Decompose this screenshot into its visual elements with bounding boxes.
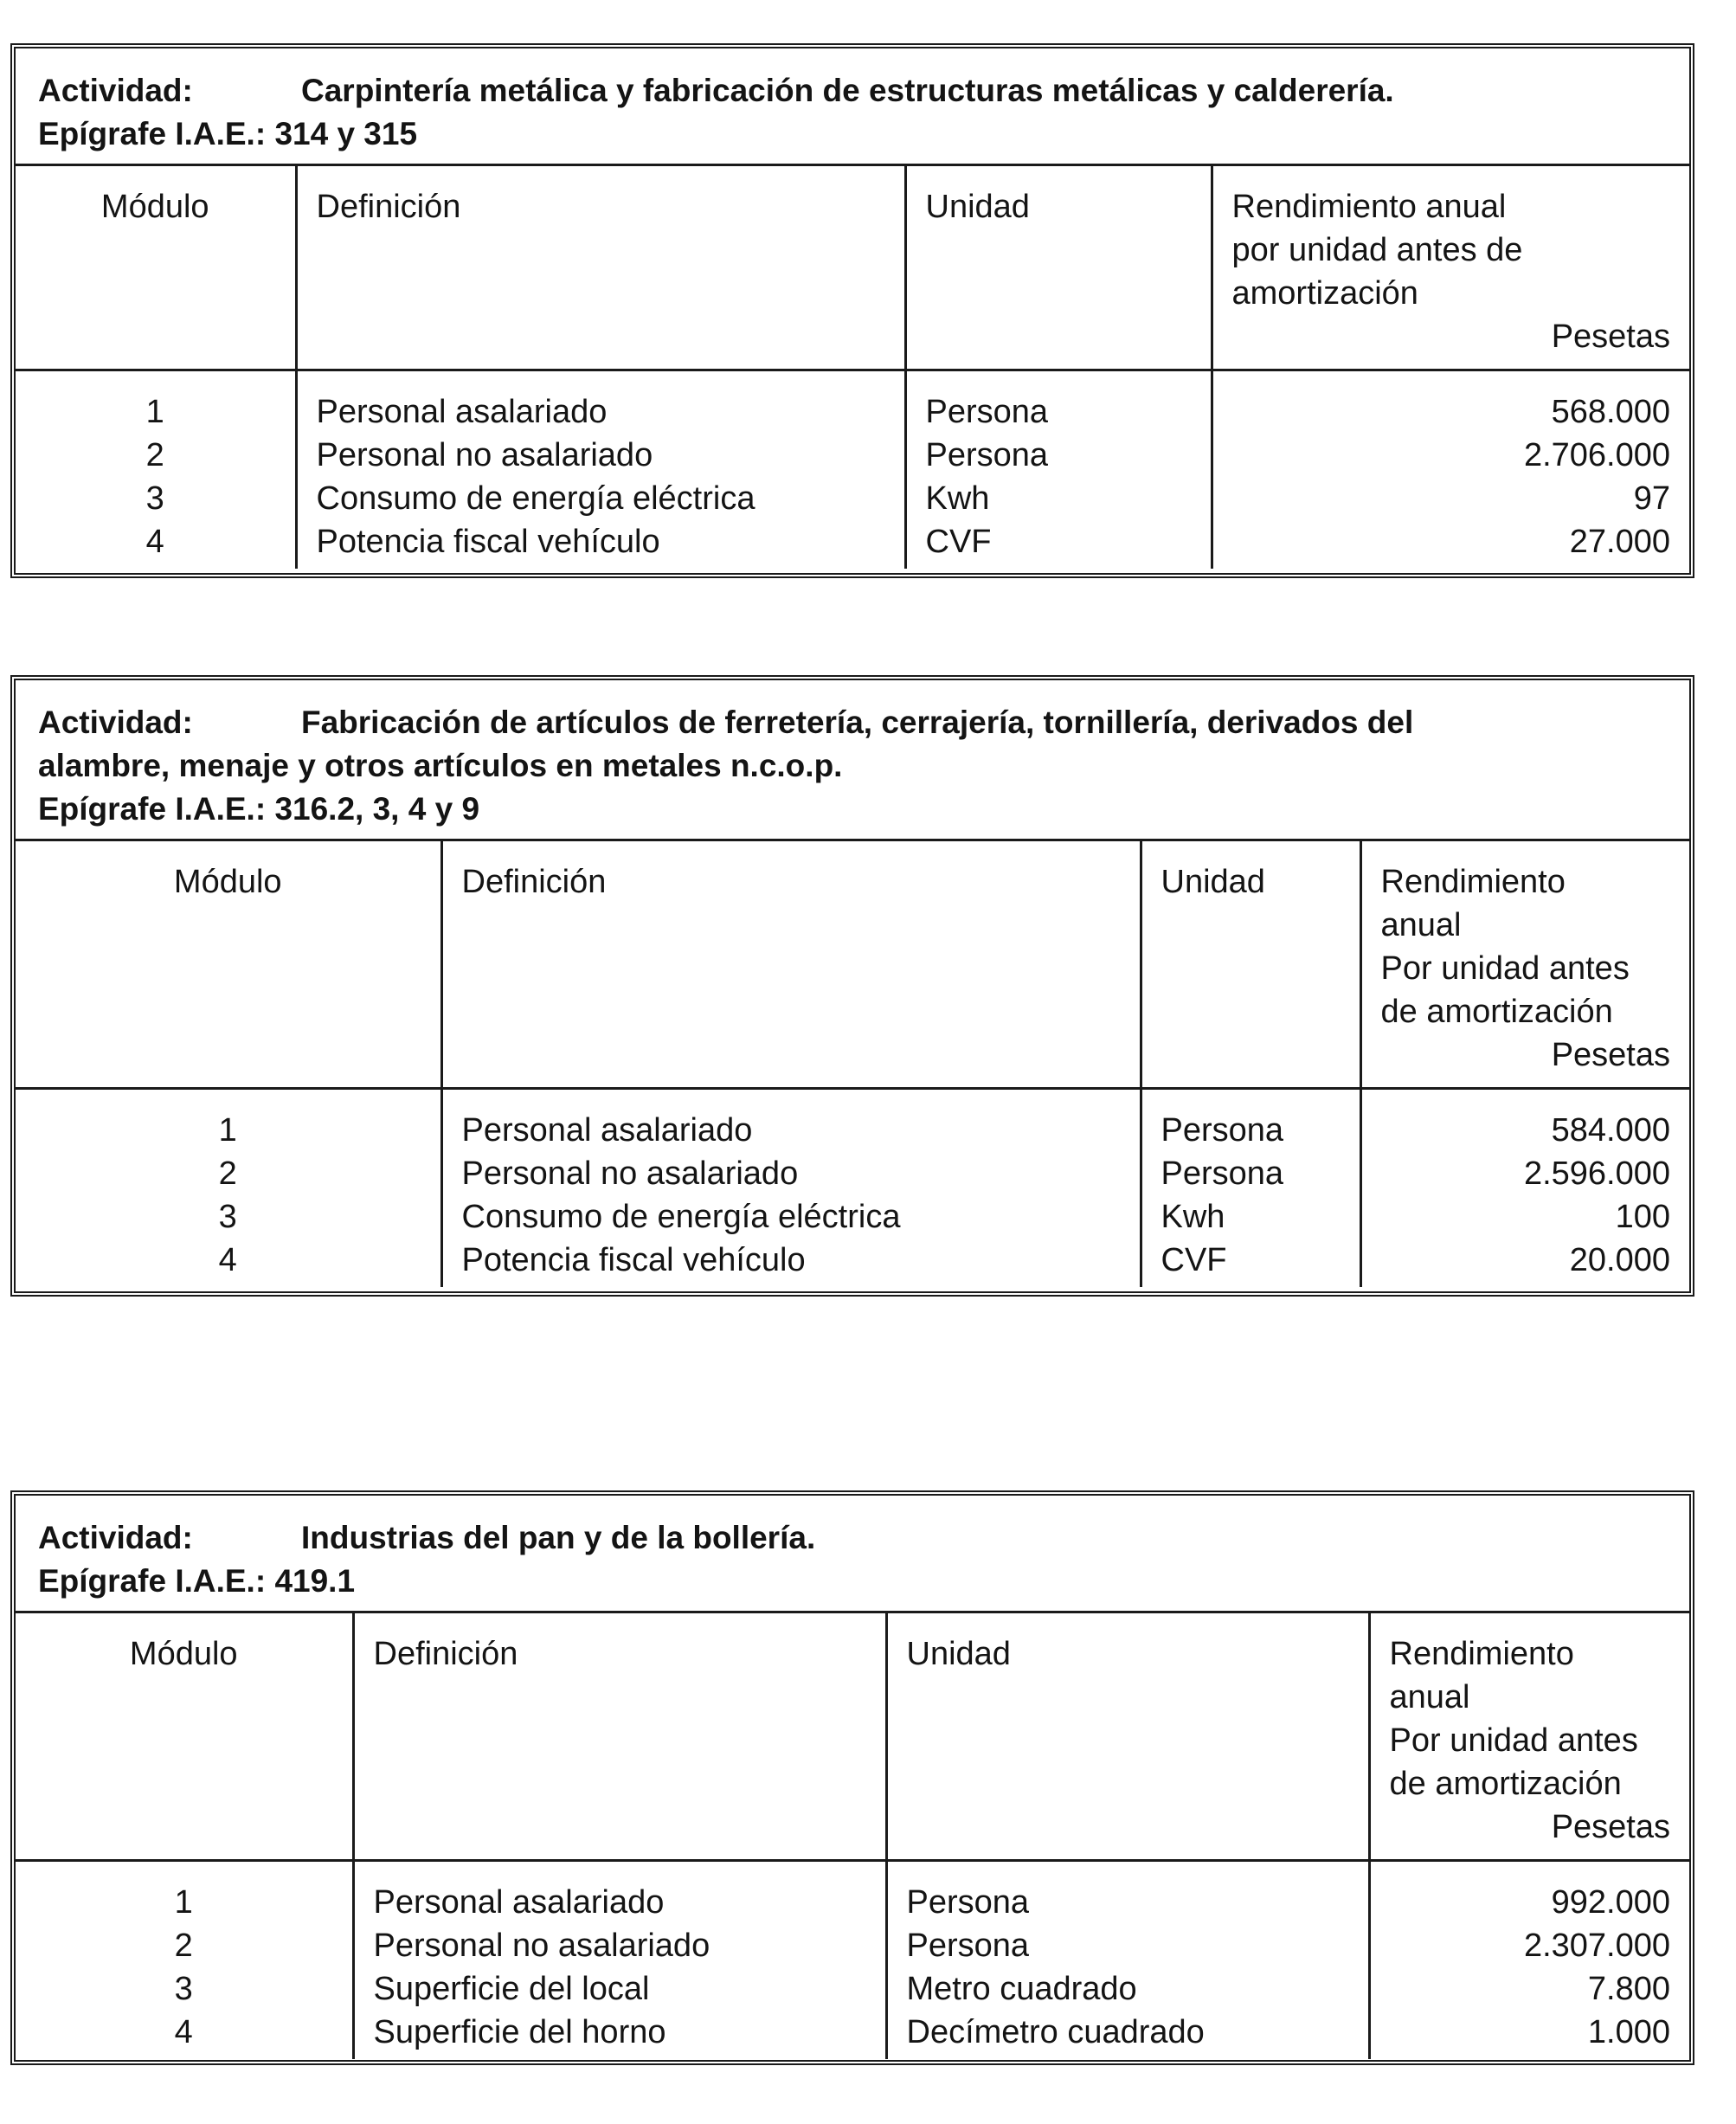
cell-definicion: Consumo de energía eléctrica	[296, 477, 905, 520]
modules-table	[16, 166, 1689, 569]
rendimiento-line: Por unidad antes	[1380, 950, 1630, 987]
cell-definicion: Personal no asalariado	[441, 1152, 1141, 1195]
cell-definicion: Potencia fiscal vehículo	[441, 1239, 1141, 1287]
cell-unidad: CVF	[1141, 1239, 1360, 1287]
rendimiento-line: de amortización	[1380, 994, 1613, 1030]
col-header-modulo: Módulo	[16, 1613, 353, 1861]
cell-rendimiento: 584.000	[1360, 1089, 1689, 1153]
cell-definicion: Personal no asalariado	[353, 1924, 886, 1967]
cell-rendimiento: 2.706.000	[1212, 434, 1689, 477]
epigrafe-label: Epígrafe I.A.E.:	[38, 116, 267, 151]
rendimiento-unit: Pesetas	[1551, 319, 1670, 355]
table-header-row	[16, 166, 1689, 370]
activity-label: Actividad:	[38, 1520, 193, 1555]
col-header-definicion: Definición	[441, 841, 1141, 1089]
table-row	[16, 1089, 1689, 1153]
cell-definicion: Personal asalariado	[353, 1861, 886, 1925]
col-header-rendimiento	[1212, 166, 1689, 370]
activity-block-2	[10, 675, 1694, 1297]
rendimiento-line: Rendimiento	[1389, 1636, 1574, 1672]
activity-header	[16, 680, 1689, 841]
cell-modulo: 2	[174, 1928, 193, 1964]
cell-modulo: 4	[174, 2014, 193, 2050]
epigrafe-value: 316.2, 3, 4 y 9	[274, 791, 480, 827]
table-header-row	[16, 1613, 1689, 1861]
cell-modulo: 1	[145, 394, 164, 430]
cell-modulo: 2	[145, 437, 164, 473]
cell-modulo: 4	[218, 1242, 237, 1278]
activity-line	[38, 701, 1667, 744]
modules-table	[16, 841, 1689, 1287]
cell-rendimiento: 2.307.000	[1369, 1924, 1689, 1967]
cell-definicion: Superficie del horno	[353, 2011, 886, 2059]
table-row	[16, 520, 1689, 569]
rendimiento-unit: Pesetas	[1551, 1037, 1670, 1073]
cell-rendimiento: 2.596.000	[1360, 1152, 1689, 1195]
cell-rendimiento: 27.000	[1212, 520, 1689, 569]
col-header-modulo: Módulo	[16, 841, 441, 1089]
cell-unidad: Decímetro cuadrado	[886, 2011, 1369, 2059]
cell-modulo: 3	[218, 1199, 237, 1235]
activity-line	[38, 69, 1667, 113]
activity-line-continued: alambre, menaje y otros artículos en metales n.c.o.p.	[38, 748, 843, 783]
table-row	[16, 1239, 1689, 1287]
rendimiento-line: Por unidad antes	[1389, 1722, 1638, 1759]
cell-rendimiento: 20.000	[1360, 1239, 1689, 1287]
cell-definicion: Potencia fiscal vehículo	[296, 520, 905, 569]
cell-unidad: Kwh	[905, 477, 1212, 520]
cell-unidad: Persona	[1141, 1152, 1360, 1195]
epigrafe-label: Epígrafe I.A.E.:	[38, 1563, 267, 1599]
rendimiento-line: Rendimiento anual	[1231, 189, 1507, 225]
epigrafe-value: 419.1	[274, 1563, 356, 1599]
col-header-definicion: Definición	[353, 1613, 886, 1861]
activity-label: Actividad:	[38, 705, 193, 740]
activity-header	[16, 1496, 1689, 1613]
cell-definicion: Consumo de energía eléctrica	[441, 1195, 1141, 1239]
cell-modulo: 3	[145, 480, 164, 517]
rendimiento-line: de amortización	[1389, 1766, 1622, 1802]
col-header-rendimiento	[1360, 841, 1689, 1089]
table-row	[16, 434, 1689, 477]
cell-modulo: 2	[218, 1155, 237, 1192]
activity-description: Carpintería metálica y fabricación de estructuras metálicas y calderería.	[301, 73, 1394, 108]
table-row	[16, 1967, 1689, 2011]
cell-rendimiento: 992.000	[1369, 1861, 1689, 1925]
cell-rendimiento: 568.000	[1212, 370, 1689, 434]
epigrafe-line	[38, 113, 1667, 156]
rendimiento-line: por unidad antes de	[1231, 232, 1523, 268]
cell-unidad: Metro cuadrado	[886, 1967, 1369, 2011]
cell-unidad: Persona	[905, 370, 1212, 434]
cell-definicion: Personal asalariado	[296, 370, 905, 434]
activity-header	[16, 48, 1689, 166]
col-header-unidad: Unidad	[886, 1613, 1369, 1861]
rendimiento-unit: Pesetas	[1551, 1809, 1670, 1845]
rendimiento-line: anual	[1380, 907, 1462, 943]
table-row	[16, 1152, 1689, 1195]
cell-unidad: Persona	[886, 1861, 1369, 1925]
activity-description: Fabricación de artículos de ferretería, cerrajería, tornillería, derivados del	[301, 705, 1414, 740]
modules-table	[16, 1613, 1689, 2059]
epigrafe-line	[38, 1560, 1667, 1603]
epigrafe-line	[38, 788, 1667, 831]
cell-unidad: Persona	[886, 1924, 1369, 1967]
cell-rendimiento: 100	[1360, 1195, 1689, 1239]
col-header-unidad: Unidad	[905, 166, 1212, 370]
rendimiento-line: anual	[1389, 1679, 1470, 1715]
activity-block-3	[10, 1490, 1694, 2065]
col-header-unidad: Unidad	[1141, 841, 1360, 1089]
activity-description: Industrias del pan y de la bollería.	[301, 1520, 816, 1555]
cell-definicion: Personal no asalariado	[296, 434, 905, 477]
table-header-row	[16, 841, 1689, 1089]
table-row	[16, 1195, 1689, 1239]
table-row	[16, 477, 1689, 520]
col-header-rendimiento	[1369, 1613, 1689, 1861]
cell-modulo: 1	[218, 1112, 237, 1149]
rendimiento-line: amortización	[1231, 275, 1418, 312]
cell-unidad: Persona	[1141, 1089, 1360, 1153]
activity-block-1	[10, 43, 1694, 578]
col-header-modulo: Módulo	[16, 166, 296, 370]
activity-line	[38, 1516, 1667, 1560]
cell-definicion: Superficie del local	[353, 1967, 886, 2011]
col-header-definicion: Definición	[296, 166, 905, 370]
table-row	[16, 1861, 1689, 1925]
cell-modulo: 3	[174, 1971, 193, 2007]
epigrafe-value: 314 y 315	[274, 116, 418, 151]
table-row	[16, 370, 1689, 434]
table-row	[16, 2011, 1689, 2059]
table-row	[16, 1924, 1689, 1967]
activity-label: Actividad:	[38, 73, 193, 108]
cell-unidad: Kwh	[1141, 1195, 1360, 1239]
cell-unidad: CVF	[905, 520, 1212, 569]
cell-unidad: Persona	[905, 434, 1212, 477]
cell-modulo: 1	[174, 1884, 193, 1921]
rendimiento-line: Rendimiento	[1380, 864, 1566, 900]
cell-rendimiento: 7.800	[1369, 1967, 1689, 2011]
epigrafe-label: Epígrafe I.A.E.:	[38, 791, 267, 827]
cell-rendimiento: 97	[1212, 477, 1689, 520]
cell-modulo: 4	[145, 524, 164, 560]
cell-rendimiento: 1.000	[1369, 2011, 1689, 2059]
cell-definicion: Personal asalariado	[441, 1089, 1141, 1153]
